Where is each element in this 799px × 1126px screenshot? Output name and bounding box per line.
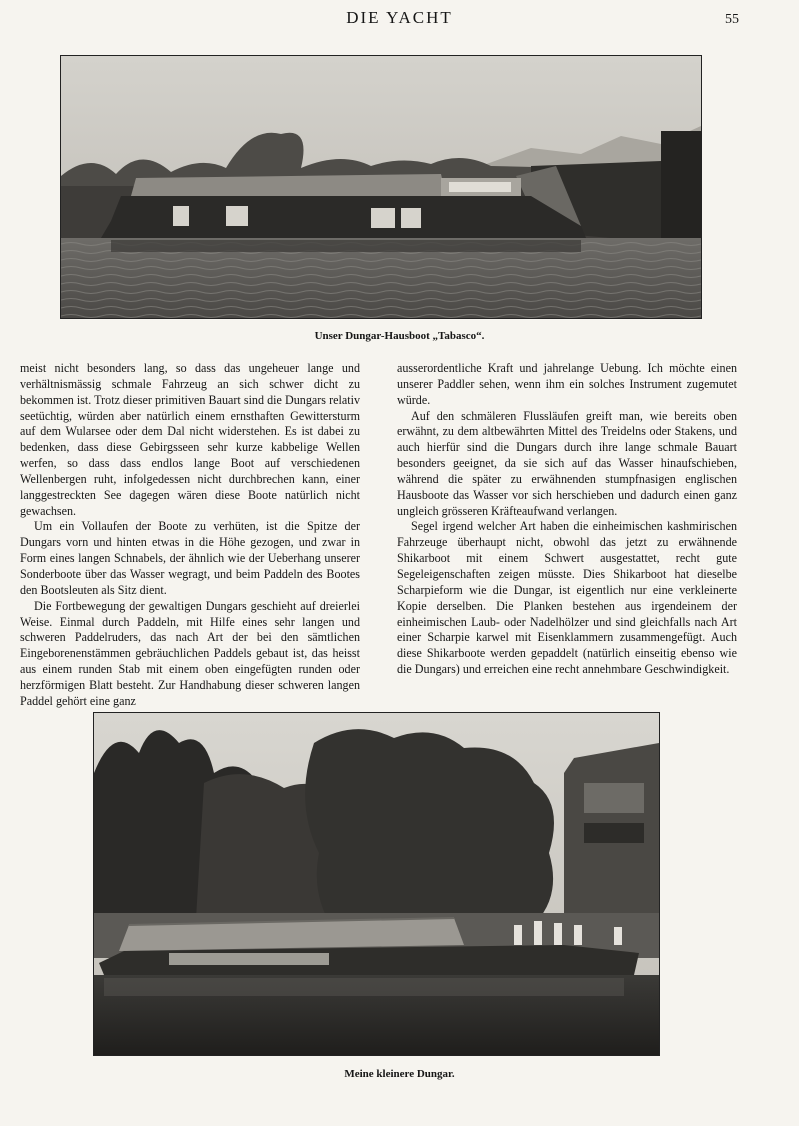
text-column-right xyxy=(397,361,737,678)
paragraph: Um ein Vollaufen der Boote zu verhüten, ist die Spitze der Dungars vorn und hinten etwas in die Höhe gezogen, und zwar in Form eines langen Schnabels, der ähnlich wie der Ueberhang unserer Sonderboote über das Wasser wegragt, und beim Paddeln des Bootes den Bootsleuten als Sitz dient. xyxy=(20,519,360,597)
paragraph: ausserordentliche Kraft und jahrelange Uebung. Ich möchte einen unserer Paddler sehen, wenn ihm ein solches Instrument zugemutet würde. xyxy=(397,361,737,407)
paragraph: meist nicht besonders lang, so dass das ungeheuer lange und verhältnismässig schmale Fahrzeug an sich schwer dicht zu bekommen ist. Trotz dieser primitiven Bauart sind die Dungars relativ seetüchtig, würden aber natürlich einem ernsthaften Gewittersturm auf dem Wularsee oder dem Dal nicht widerstehen. Es ist dabei zu bedenken, dass diese Gebirgsseen sehr kurze kabbelige Wellen werfen, so dass dass endlos lange Boot auf verschiedenen Wellenbergen ruht, infolgedessen nicht durchbrechen kann, einer langgestreckten See dagegen wären diese Boote natürlich nicht gewachsen. xyxy=(20,361,360,518)
bottom-photo-caption: Meine kleinere Dungar. xyxy=(344,1068,455,1080)
running-header-title: DIE YACHT xyxy=(346,8,453,27)
page-number: 55 xyxy=(725,12,739,27)
houseboat-photo xyxy=(60,55,702,319)
dungar-photo xyxy=(93,712,660,1056)
text-column-left xyxy=(20,361,360,710)
paragraph: Die Fortbewegung der gewaltigen Dungars geschieht auf dreierlei Weise. Einmal durch Paddeln, mit Hilfe eines sehr langen und schweren Paddelruders, das nach Art der bei den sämtlichen Eingeborenenstämmen gebräuchlichen Paddels gebaut ist, das heisst aus einem runden Stab mit einem oben eingefügten runden oder herzförmigen Blatt besteht. Zur Handhabung dieser schweren langen Paddel gehört eine ganz xyxy=(20,598,360,708)
top-photo-caption: Unser Dungar-Hausboot „Tabasco“. xyxy=(314,330,485,342)
dungar-photo-drawing xyxy=(94,713,659,1055)
paragraph: Segel irgend welcher Art haben die einheimischen kashmirischen Fahrzeuge überhaupt nicht, obwohl das jetzt zu erwähnende Shikarboot mit einem Schwert ausgestattet, recht gute Segeleigenschaften zeigen müsste. Dies Shikarboot hat dieselbe Scharpieform wie die Dungar, ist eigentlich nur eine verkleinerte Kopie derselben. Die Planken bestehen aus irgendeinem der einheimischen Laub- oder Nadelhölzer und sind gleichfalls nach Art einer Scharpie karwel mit Eisenklammern zusammengefügt. Auch diese Shikarboote werden gepaddelt (natürlich einseitig ebenso wie die Dungars) und erreichen eine recht annehmbare Geschwindigkeit. xyxy=(397,519,737,677)
paragraph: Auf den schmäleren Flussläufen greift man, wie bereits oben erwähnt, zu dem altbewährten Mittel des Treidelns oder Stakens, und auch hierfür sind die Dungars durch ihre lange schmale Bauart besonders geeignet, da sie sich auf das Wasser hinaufschieben, während die später zu erwähnenden stumpfnasigen englischen Hausboote das Wasser vor sich herschieben und dadurch einen ganz ungleich grösseren Kräfteaufwand verlangen. xyxy=(397,408,737,518)
houseboat-photo-drawing xyxy=(61,56,701,318)
